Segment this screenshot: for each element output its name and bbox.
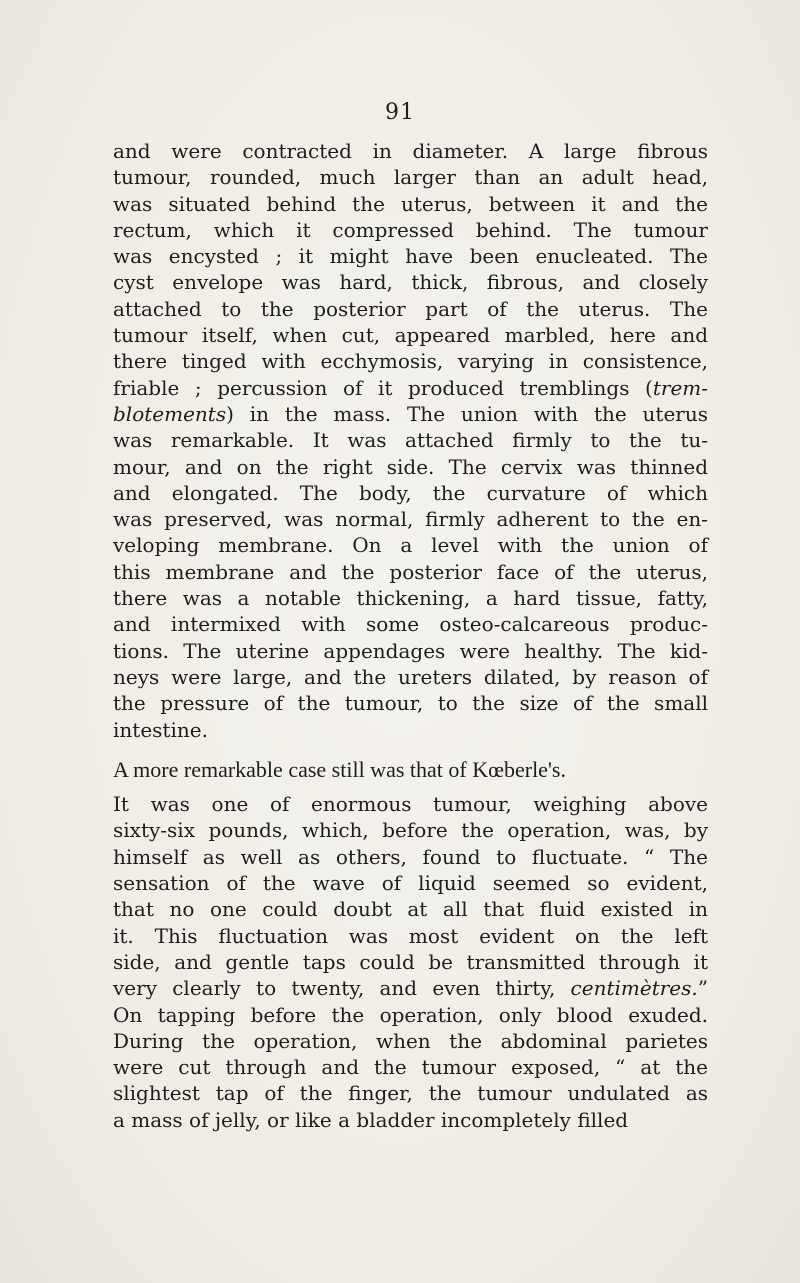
text-line: slightest tap of the finger, the tumour undulated as [113,1081,708,1106]
text-line: himself as well as others, found to fluctuate. “ The [113,844,708,869]
text-line: mour, and on the right side. The cervix was thinned [113,454,708,479]
text-line: neys were large, and the ureters dilated, by reason of [113,664,708,689]
italic-term: trem- [652,375,708,400]
text-line: the pressure of the tumour, to the size of the small [113,691,708,716]
text-line: there tinged with ecchymosis, varying in consistence, [113,349,708,374]
text-line: attached to the posterior part of the uterus. The [113,296,708,321]
spacer [113,783,708,791]
paragraph-2 [113,757,708,1133]
text-line: It was one of enormous tumour, weighing above [113,792,708,817]
text-segment: very clearly to twenty, and even thirty, [113,976,556,1001]
italic-term: centimètres. [570,976,698,1001]
lead-sentence: A more remarkable case still was that of Kœberle's. [113,756,566,782]
text-line-mixed [113,401,708,427]
text-line: tumour, rounded, much larger than an adult head, [113,165,708,190]
text-segment: ) in the mass. The union with the uterus [226,401,708,426]
text-line: During the operation, when the abdominal parietes [113,1028,708,1053]
text-line: was remarkable. It was attached firmly to the tu- [113,428,708,453]
text-segment: friable ; percussion of it produced tremblings ( [113,375,653,400]
text-line: was preserved, was normal, firmly adherent to the en- [113,507,708,532]
text-line: were cut through and the tumour exposed, “ at the [113,1055,708,1080]
text-line: a mass of jelly, or like a bladder incompletely filled [113,1107,629,1132]
text-line: that no one could doubt at all that fluid existed in [113,897,708,922]
text-line: intestine. [113,717,208,742]
text-line: sixty-six pounds, which, before the operation, was, by [113,818,708,843]
text-line-mixed [113,975,708,1001]
italic-term: blotements [113,401,227,426]
paragraph-gap [113,743,708,757]
text-line: On tapping before the operation, only blood exuded. [113,1002,708,1027]
text-line: and elongated. The body, the curvature of which [113,480,708,505]
close-quote: ” [697,976,708,1001]
text-line: was situated behind the uterus, between it and the [113,191,708,216]
text-line: tumour itself, when cut, appeared marbled, here and [113,323,708,348]
text-line: cyst envelope was hard, thick, fibrous, and closely [113,270,708,295]
text-line: and intermixed with some osteo-calcareous produc- [113,612,708,637]
text-line: this membrane and the posterior face of the uterus, [113,559,708,584]
page-number: 91 [385,100,415,125]
text-line: there was a notable thickening, a hard tissue, fatty, [113,586,708,611]
text-line: sensation of the wave of liquid seemed so evident, [113,871,708,896]
text-line: and were contracted in diameter. A large fibrous [113,139,708,163]
text-line: rectum, which it compressed behind. The tumour [113,217,708,242]
body-text [113,138,708,1133]
text-line: tions. The uterine appendages were healthy. The kid- [113,638,708,663]
text-line: was encysted ; it might have been enucleated. The [113,244,708,269]
text-line: veloping membrane. On a level with the union of [113,533,708,558]
paragraph-1 [113,138,708,743]
text-line: side, and gentle taps could be transmitted through it [113,949,708,974]
text-line: it. This fluctuation was most evident on the left [113,923,708,948]
text-line-mixed [113,375,708,401]
